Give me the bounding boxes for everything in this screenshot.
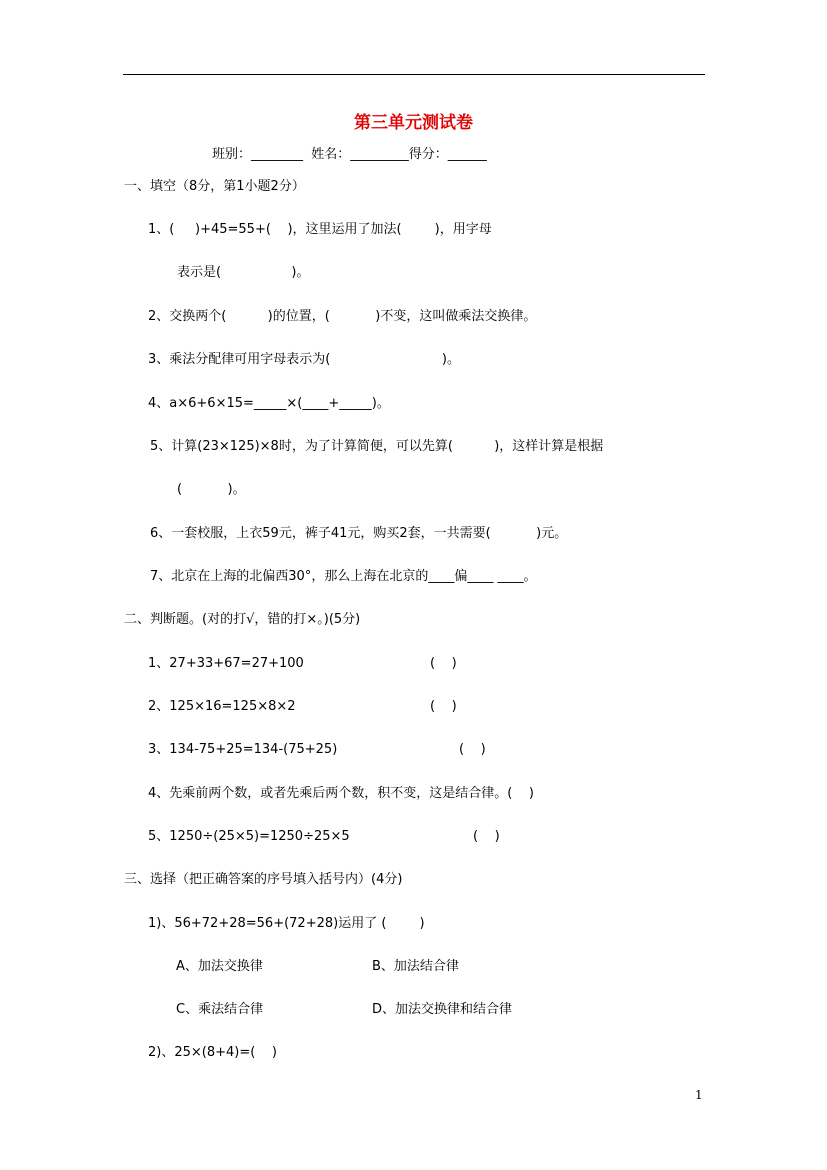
s1-question-2: 2、交换两个( )的位置，( )不变，这叫做乘法交换律。 [148, 309, 537, 324]
s3-q1-option-a: A、加法交换律 [176, 959, 263, 974]
header-fields: 班别：________ 姓名：_________得分：______ [212, 147, 487, 162]
s3-question-1: 1)、56+72+28=56+(72+28)运用了 ( ) [148, 916, 425, 931]
section3-heading: 三、选择（把正确答案的序号填入括号内）(4分) [124, 872, 403, 887]
s1-question-5-line1: 5、计算(23×125)×8时，为了计算简便，可以先算( )，这样计算是根据 [150, 439, 604, 454]
s3-q1-option-d: D、加法交换律和结合律 [372, 1002, 513, 1017]
s2-question-5: 5、1250÷(25×5)=1250÷25×5 [148, 829, 350, 844]
s2-question-2-answer: ( ) [430, 699, 457, 714]
s1-question-1-line2: 表示是( )。 [177, 265, 310, 280]
header-rule [123, 74, 705, 75]
s2-question-1-answer: ( ) [430, 656, 457, 671]
s2-question-2: 2、125×16=125×8×2 [148, 699, 296, 714]
s2-question-3: 3、134-75+25=134-(75+25) [148, 742, 338, 757]
s1-question-5-line2: ( )。 [177, 482, 246, 497]
s3-question-2: 2)、25×(8+4)=( ) [148, 1045, 277, 1060]
s2-question-4: 4、先乘前两个数，或者先乘后两个数，积不变，这是结合律。( ) [148, 786, 534, 801]
s2-question-5-answer: ( ) [473, 829, 500, 844]
s2-question-1: 1、27+33+67=27+100 [148, 656, 304, 671]
s1-question-1-line1: 1、( )+45=55+( )，这里运用了加法( )，用字母 [148, 222, 492, 237]
s2-question-3-answer: ( ) [459, 742, 486, 757]
s1-question-7: 7、北京在上海的北偏西30°，那么上海在北京的____偏____ ____。 [150, 569, 537, 584]
s1-question-3: 3、乘法分配律可用字母表示为( )。 [148, 352, 460, 367]
section1-heading: 一、填空（8分，第1小题2分） [124, 179, 305, 194]
s1-question-6: 6、一套校服，上衣59元，裤子41元，购买2套，一共需要( )元。 [150, 526, 568, 541]
page-number: 1 [695, 1088, 703, 1102]
s3-q1-option-c: C、乘法结合律 [176, 1002, 264, 1017]
s1-question-4: 4、a×6+6×15=_____×(____+_____)。 [148, 396, 390, 411]
page-title: 第三单元测试卷 [354, 113, 473, 133]
s3-q1-option-b: B、加法结合律 [372, 959, 459, 974]
section2-heading: 二、判断题。(对的打√，错的打×。)(5分) [124, 612, 361, 627]
